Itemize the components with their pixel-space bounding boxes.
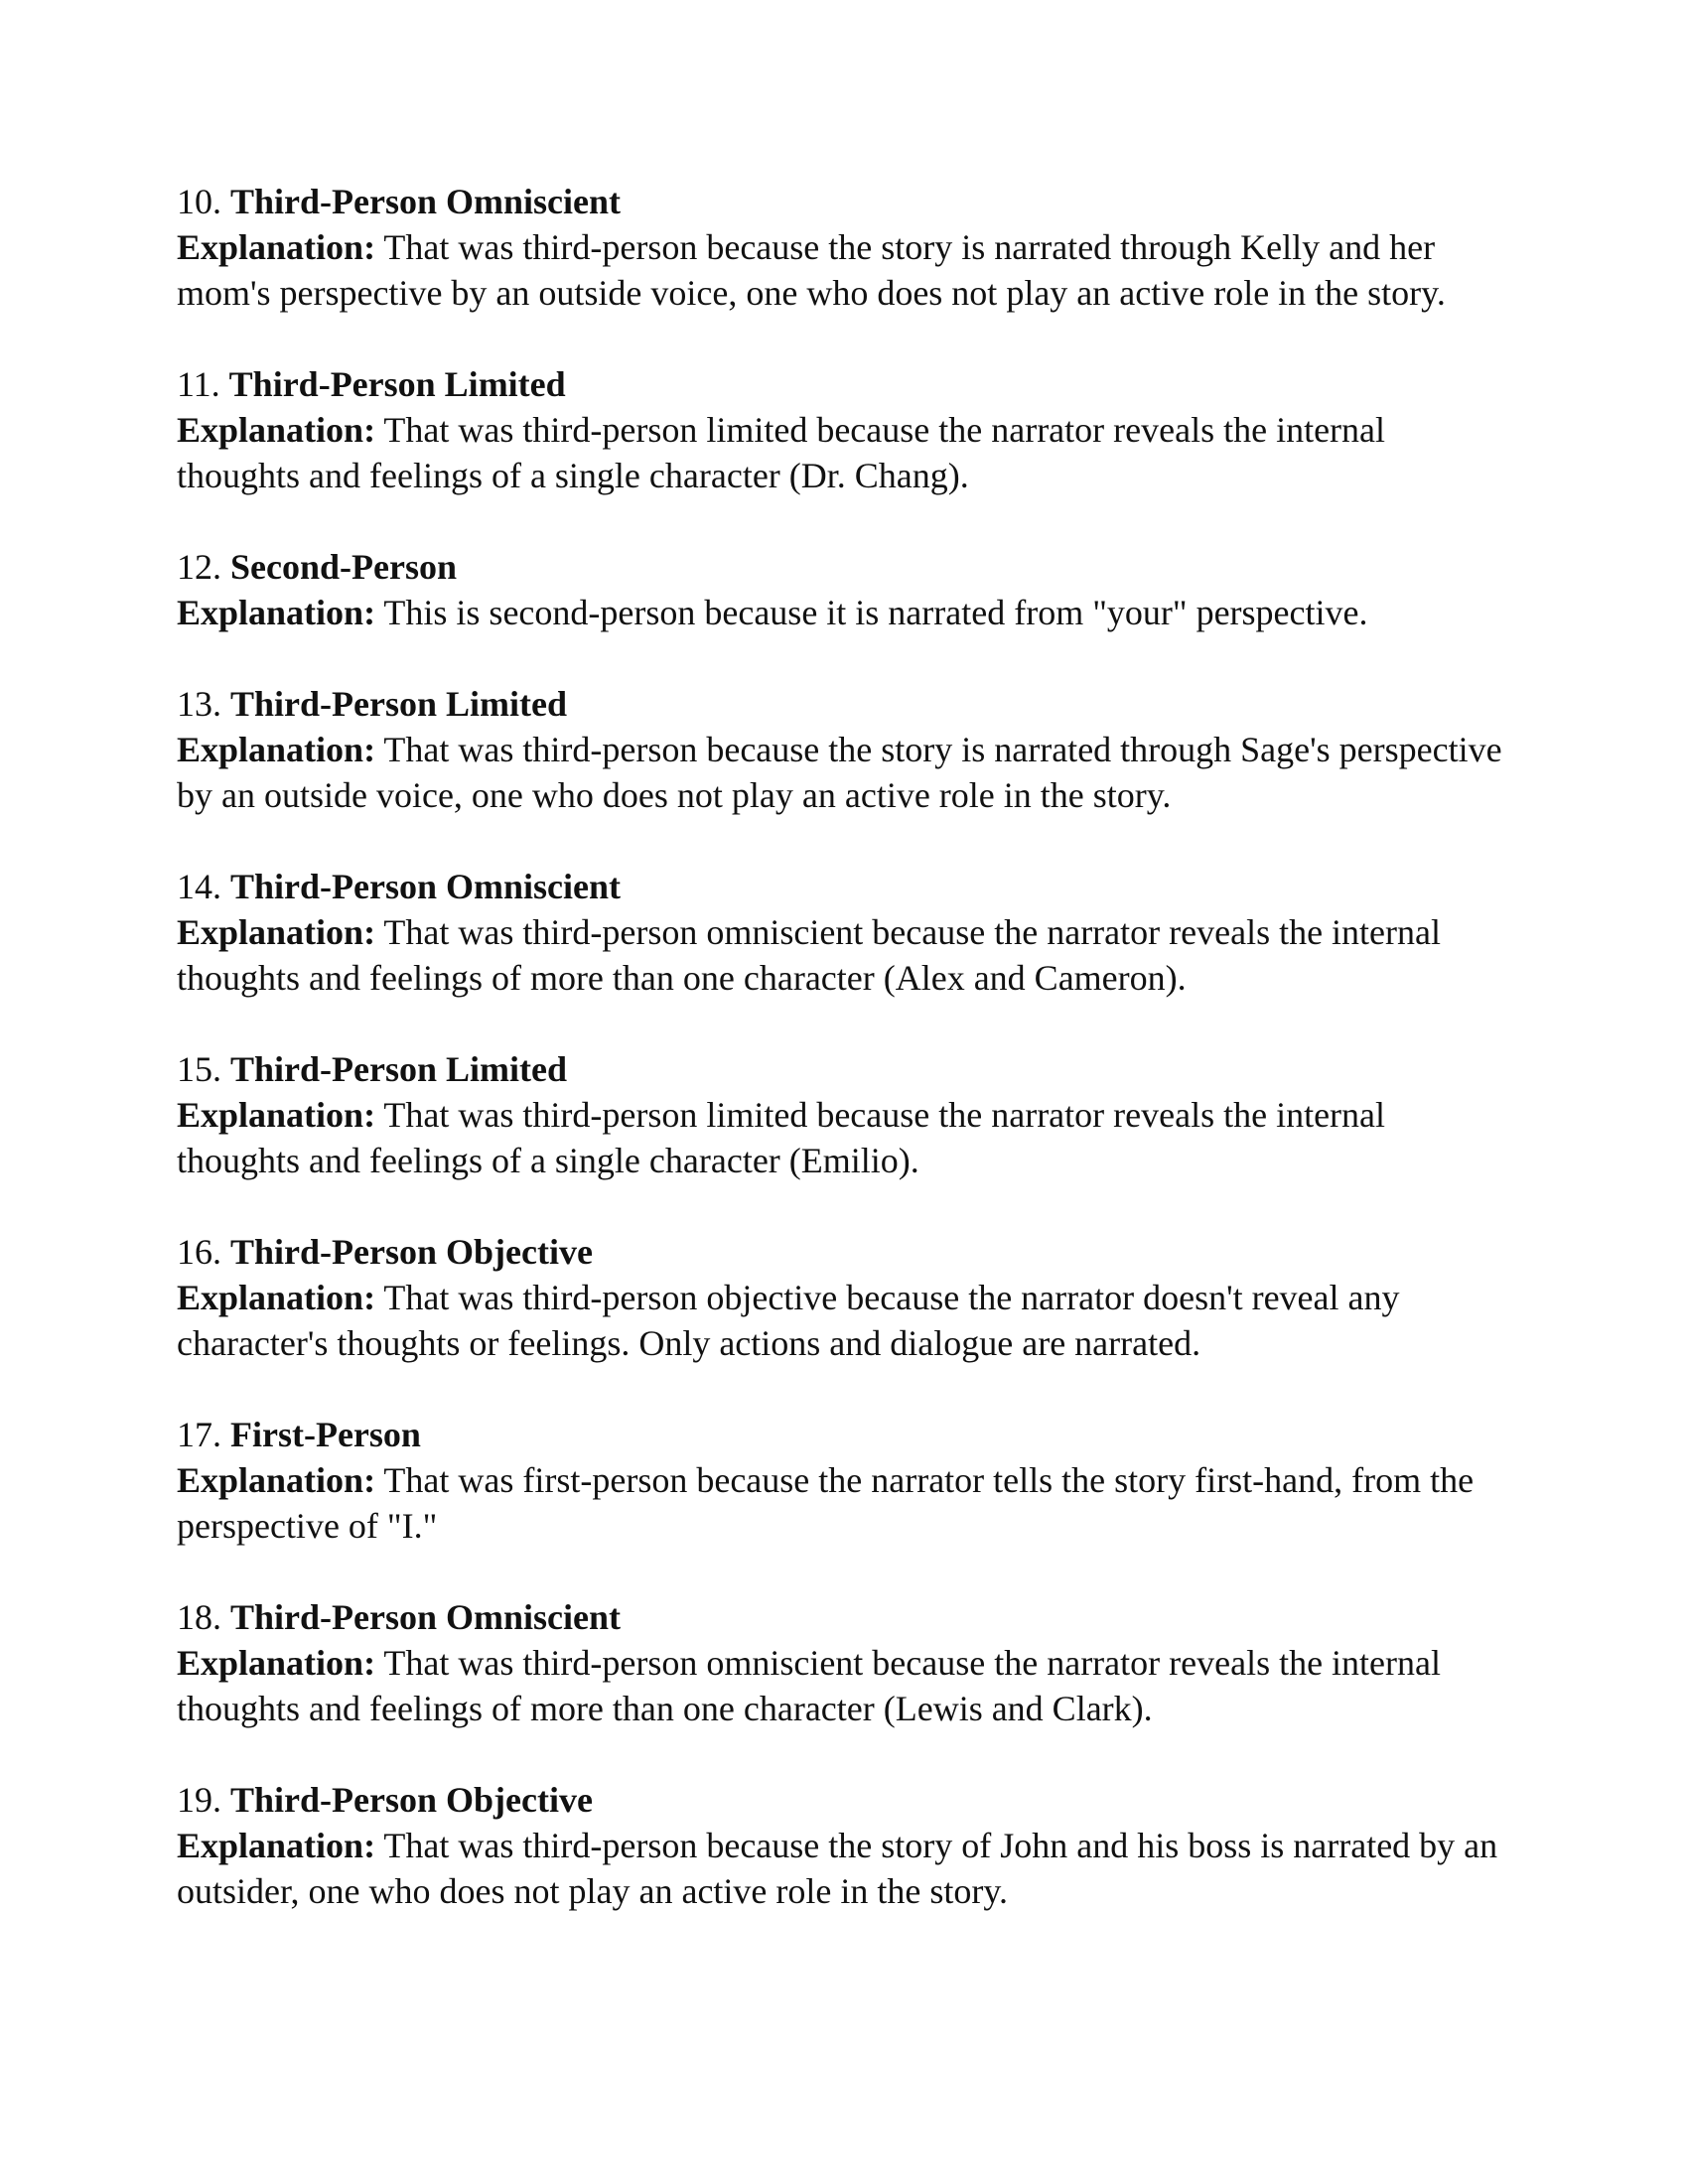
answer-heading: [177, 681, 1507, 727]
answer-explanation: [177, 1457, 1507, 1549]
answer-heading: [177, 1777, 1507, 1823]
answer-title: Third-Person Limited: [230, 1049, 567, 1089]
answer-number: 14.: [177, 867, 221, 906]
explanation-label: Explanation:: [177, 1278, 376, 1317]
explanation-text: That was third-person omniscient because the narrator reveals the internal thoughts and feelings of more than one character (Alex and Cameron).: [177, 912, 1442, 998]
answer-number: 16.: [177, 1232, 221, 1272]
answer-explanation: [177, 909, 1507, 1001]
answer-item: [177, 864, 1507, 1001]
answer-heading: [177, 1412, 1507, 1457]
answer-heading: [177, 864, 1507, 909]
answer-title: Third-Person Objective: [230, 1780, 593, 1820]
answer-heading: [177, 1594, 1507, 1640]
answer-explanation: [177, 727, 1507, 818]
answer-title: Third-Person Omniscient: [230, 1597, 621, 1637]
answer-explanation: [177, 407, 1507, 498]
answer-item: [177, 361, 1507, 498]
answer-key-page: [177, 179, 1507, 1960]
answer-item: [177, 544, 1507, 635]
explanation-text: That was third-person limited because the narrator reveals the internal thoughts and feelings of a single character (Dr. Chang).: [177, 410, 1386, 495]
answer-item: [177, 1777, 1507, 1914]
answer-number: 13.: [177, 684, 221, 724]
explanation-text: That was third-person omniscient because the narrator reveals the internal thoughts and feelings of more than one character (Lewis and Clark).: [177, 1643, 1442, 1728]
answer-item: [177, 179, 1507, 316]
answer-heading: [177, 1046, 1507, 1092]
explanation-text: That was third-person because the story is narrated through Sage's perspective by an outside voice, one who does not play an active role in the story.: [177, 730, 1502, 815]
explanation-label: Explanation:: [177, 1643, 376, 1683]
answer-item: [177, 1412, 1507, 1549]
explanation-text: That was third-person limited because the narrator reveals the internal thoughts and feelings of a single character (Emilio).: [177, 1095, 1386, 1180]
answer-title: Second-Person: [230, 547, 457, 587]
answer-number: 18.: [177, 1597, 221, 1637]
answer-title: First-Person: [230, 1415, 421, 1454]
explanation-label: Explanation:: [177, 912, 376, 952]
answer-number: 19.: [177, 1780, 221, 1820]
answer-heading: [177, 544, 1507, 590]
explanation-label: Explanation:: [177, 227, 376, 267]
explanation-text: That was third-person objective because the narrator doesn't reveal any character's thoughts or feelings. Only actions and dialogue are narrated.: [177, 1278, 1400, 1363]
answer-item: [177, 1046, 1507, 1183]
answer-explanation: [177, 590, 1507, 635]
explanation-label: Explanation:: [177, 1095, 376, 1135]
explanation-label: Explanation:: [177, 593, 376, 632]
answer-number: 17.: [177, 1415, 221, 1454]
answer-number: 11.: [177, 364, 220, 404]
answer-title: Third-Person Omniscient: [230, 867, 621, 906]
answer-heading: [177, 179, 1507, 224]
answer-heading: [177, 361, 1507, 407]
answer-number: 15.: [177, 1049, 221, 1089]
answer-title: Third-Person Omniscient: [230, 182, 621, 221]
explanation-text: That was third-person because the story of John and his boss is narrated by an outsider, one who does not play an active role in the story.: [177, 1826, 1498, 1911]
answer-explanation: [177, 1092, 1507, 1183]
explanation-label: Explanation:: [177, 730, 376, 769]
answer-item: [177, 1229, 1507, 1366]
explanation-text: That was first-person because the narrator tells the story first-hand, from the perspective of "I.": [177, 1460, 1475, 1546]
answer-explanation: [177, 224, 1507, 316]
answer-number: 10.: [177, 182, 221, 221]
answer-explanation: [177, 1275, 1507, 1366]
answer-heading: [177, 1229, 1507, 1275]
explanation-text: That was third-person because the story is narrated through Kelly and her mom's perspective by an outside voice, one who does not play an active role in the story.: [177, 227, 1446, 313]
answer-title: Third-Person Limited: [230, 684, 567, 724]
answer-title: Third-Person Objective: [230, 1232, 593, 1272]
explanation-label: Explanation:: [177, 1460, 376, 1500]
answer-item: [177, 1594, 1507, 1731]
explanation-label: Explanation:: [177, 1826, 376, 1865]
explanation-label: Explanation:: [177, 410, 376, 450]
answer-explanation: [177, 1823, 1507, 1914]
explanation-text: This is second-person because it is narrated from "your" perspective.: [383, 593, 1368, 632]
answer-item: [177, 681, 1507, 818]
answer-title: Third-Person Limited: [228, 364, 566, 404]
answer-explanation: [177, 1640, 1507, 1731]
answer-number: 12.: [177, 547, 221, 587]
